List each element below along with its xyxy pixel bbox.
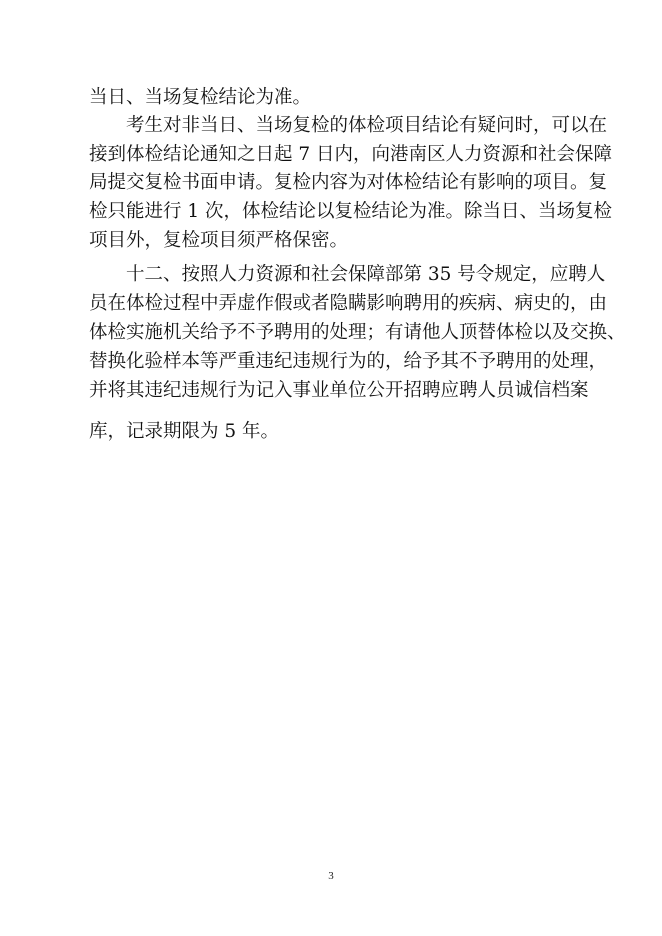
paragraph-line: 当日、当场复检结论为准。: [89, 87, 312, 108]
paragraph-line: 考生对非当日、当场复检的体检项目结论有疑问时，可以在: [126, 115, 608, 136]
paragraph-line: 员在体检过程中弄虚作假或者隐瞒影响聘用的疾病、病史的，由: [89, 293, 608, 314]
paragraph-line: 并将其违纪违规行为记入事业单位公开招聘应聘人员诚信档案: [89, 380, 589, 401]
paragraph-line: 库，记录期限为 5 年。: [89, 421, 280, 442]
paragraph-line: 项目外，复检项目须严格保密。: [89, 230, 349, 251]
page-number: 3: [328, 870, 334, 882]
paragraph-line: 体检实施机关给予不予聘用的处理；有请他人顶替体检以及交换、: [89, 322, 626, 343]
paragraph-line: 检只能进行 1 次，体检结论以复检结论为准。除当日、当场复检: [89, 201, 613, 222]
paragraph-line: 接到体检结论通知之日起 7 日内，向港南区人力资源和社会保障: [89, 144, 613, 165]
paragraph-line: 局提交复检书面申请。复检内容为对体检结论有影响的项目。复: [89, 172, 608, 193]
paragraph-line: 替换化验样本等严重违纪违规行为的，给予其不予聘用的处理，: [89, 351, 608, 372]
paragraph-line: 十二、按照人力资源和社会保障部第 35 号令规定，应聘人: [126, 264, 606, 285]
